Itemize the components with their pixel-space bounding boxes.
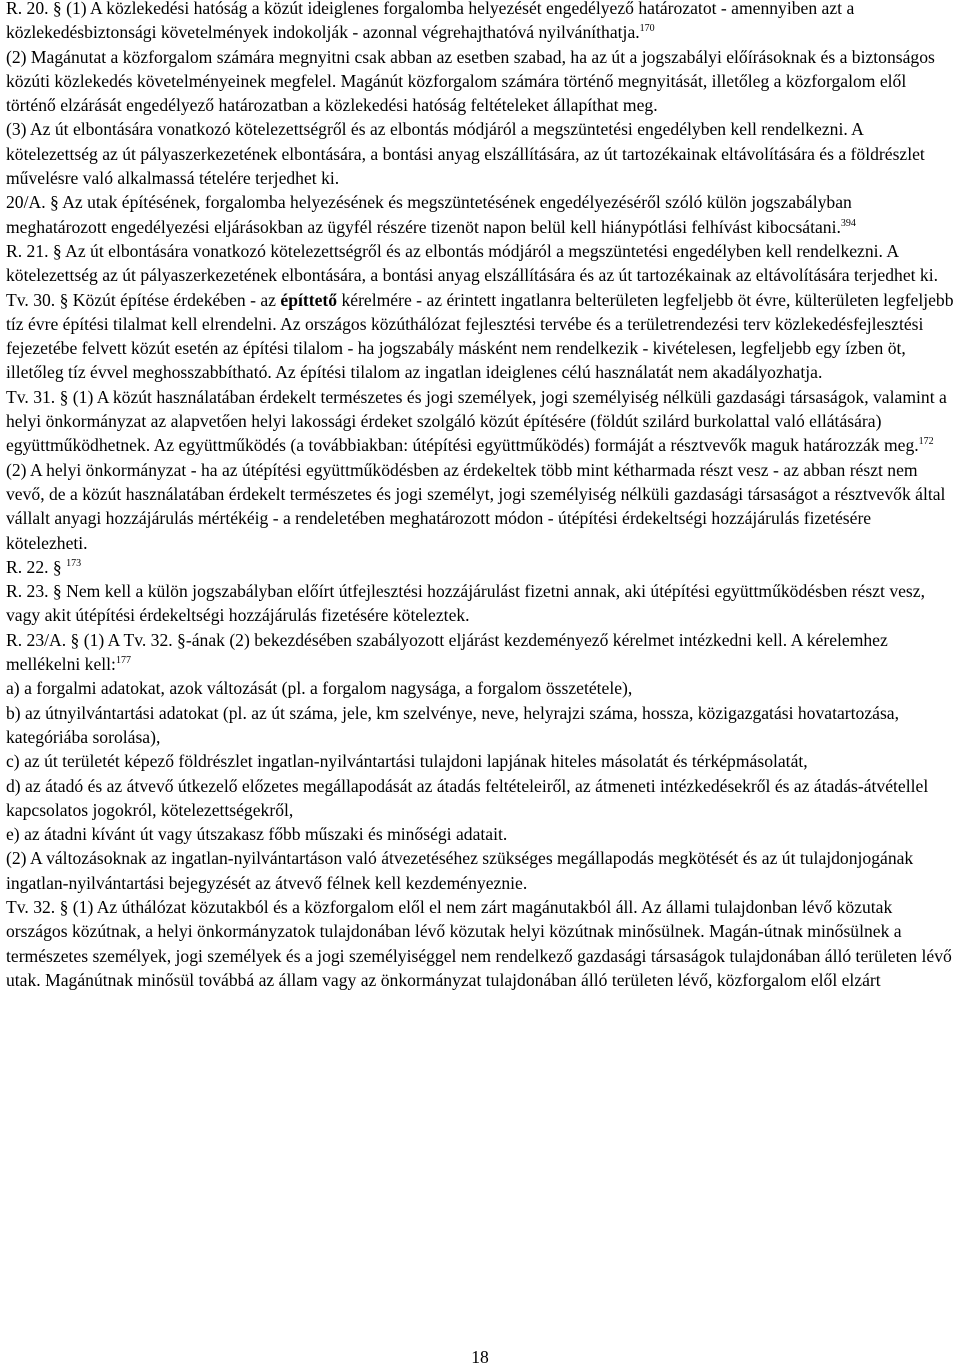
paragraph-tv30: Tv. 30. § Közút építése érdekében - az építtető kérelmére - az érintett ingatlanra belterületen legfeljebb öt évre, külterületen legfeljebb tíz évre építési tilalmat kell elrendelni. Az országos közúthálózat fejlesztési tervébe és a területrendezési terv közlekedésfejlesztési fejezetébe felvett közút esetén az építési tilalom - ha jogszabály másként nem rendelkezik - kivételesen, legfeljebb egy ízben öt, illetőleg tíz évvel meghosszabbítható. Az építési tilalom az ingatlan ideiglenes célú használatát nem akadályozhatja. [6,289,954,383]
list-item-c: c) az út területét képező földrészlet ingatlan-nyilvántartási tulajdoni lapjának hiteles másolatát és térképmásolatát, [6,751,808,772]
list-item-e: e) az átadni kívánt út vagy útszakasz főbb műszaki és minőségi adatait. [6,824,508,845]
paragraph-r23a-2: (2) A változásoknak az ingatlan-nyilvántartáson való átvezetéséhez szükséges megállapodás megkötését és az út tulajdonjogának ingatlan-nyilvántartási bejegyzését az átvevő félnek kell kezdeményeznie. [6,848,914,893]
footnote-ref: 170 [639,23,655,35]
list-item-d: d) az átadó és az átvevő útkezelő előzetes megállapodását az átadás feltételeiről, az átmeneti intézkedésekről és az átadás-átvétellel kapcsolatos jogokról, kötelezettségekről, [6,775,929,820]
paragraph-tv31-1: Tv. 31. § (1) A közút használatában érdekelt természetes és jogi személyek, jogi személyiség nélküli gazdasági társaságok, valamint a helyi önkormányzat az alapvetően helyi lakossági érdeket szolgáló közút építésére (földút szilárd burkolattal való ellátására) együttműködhetnek. Az együttműködés (a továbbiakban: útépítési együttműködés) formáját a résztvevők maguk határozzák meg.$^{172}$ [6,386,947,456]
paragraph-r23a-1: R. 23/A. § (1) A Tv. 32. §-ának (2) bekezdésében szabályozott eljárást kezdeményező kérelmet intézkedni kell. A kérelemhez mellékelni kell:$^{177}$ [6,629,888,675]
paragraph-r20-1: R. 20. § (1) A közlekedési hatóság a közút ideiglenes forgalomba helyezését engedélyező határozatot - amennyiben azt a közlekedésbiztonsági követelmények indokolják - azonnal végrehajthatóvá nyilváníthatja.$^{170}$ [6,0,855,43]
paragraph-r20-3: (3) Az út elbontására vonatkozó kötelezettségről és az elbontás módjáról a megszüntetési engedélyben kell rendelkezni. A kötelezettség az út pályaszerkezetének elbontására, a bontási anyag elszállítására, az út tartozékainak eltávolítására és a földrészlet művelésre való alkalmassá tételére terjedhet ki. [6,119,925,189]
paragraph-r20-2: (2) Magánutat a közforgalom számára megnyitni csak abban az esetben szabad, ha az út a jogszabályi előírásoknak és a biztonságos közúti közlekedés követelményeinek megfelel. Magánút közforgalom számára történő megnyitását, illetőleg a közforgalom elől történő elzárását engedélyező határozatban a közlekedési hatóság feltételeket állapíthat meg. [6,46,935,116]
list-item-b: b) az útnyilvántartási adatokat (pl. az út száma, jele, km szelvénye, neve, helyrajzi száma, hossza, közigazgatási hovatartozása, kategóriába sorolása), [6,702,899,747]
document-body [6,0,954,992]
footnote-ref: 172 [918,436,934,448]
paragraph-r23: R. 23. § Nem kell a külön jogszabályban előírt útfejlesztési hozzájárulást fizetni annak, aki útépítési együttműködésben részt vesz, vagy akit útépítési érdekeltségi hozzájárulás fizetésére köteleztek. [6,581,925,626]
paragraph-r21: R. 21. § Az út elbontására vonatkozó kötelezettségről és az elbontás módjáról a megszüntetési engedélyben kell rendelkezni. A kötelezettség az út pályaszerkezetének elbontására, a bontási anyag elszállítására és az út tartozékainak az eltávolítására terjedhet ki. [6,240,938,286]
footnote-ref: 177 [115,655,131,667]
page-number: 18 [471,1347,489,1367]
bold-term: építtető [280,289,338,310]
paragraph-tv31-2: (2) A helyi önkormányzat - ha az útépítési együttműködésben az érdekeltek több mint kétharmada részt vesz - az abban részt nem vevő, de a közút használatában érdekelt természetes és jogi személyt, jogi személyiség nélküli gazdasági társaságot a résztvevők által vállalt anyagi hozzájárulás mértékéig - a rendeletében meghatározott módon - útépítési érdekeltségi hozzájárulás fizetésére kötelezheti. [6,459,946,553]
list-item-a: a) a forgalmi adatokat, azok változását (pl. a forgalom nagysága, a forgalom összetétele), [6,678,633,699]
paragraph-r22: R. 22. § $^{173}$ [6,556,82,577]
paragraph-20a: 20/A. § Az utak építésének, forgalomba helyezésének és megszüntetésének engedélyezéséről szóló külön jogszabályban meghatározott engedélyezési eljárásokban az ügyfél részére tizenöt napon belül kell hiánypótlási felhívást kibocsátani.$^{394}$ [6,192,856,237]
footnote-ref: 394 [840,217,856,229]
paragraph-tv32-1: Tv. 32. § (1) Az úthálózat közutakból és a közforgalom elől el nem zárt magánutakból áll. Az állami tulajdonban lévő közutak országos közútnak, a helyi önkormányzatok tulajdonában lévő közutak helyi közútnak minősülnek. Magán-útnak minősülnek a természetes személyek, jogi személyek és a jogi személyiséggel nem rendelkező gazdasági társaságok tulajdonában álló területen lévő utak. Magánútnak minősül továbbá az állam vagy az önkormányzat tulajdonában álló területen lévő, közforgalom elől elzárt [6,896,952,990]
footnote-ref: 173 [66,557,82,569]
